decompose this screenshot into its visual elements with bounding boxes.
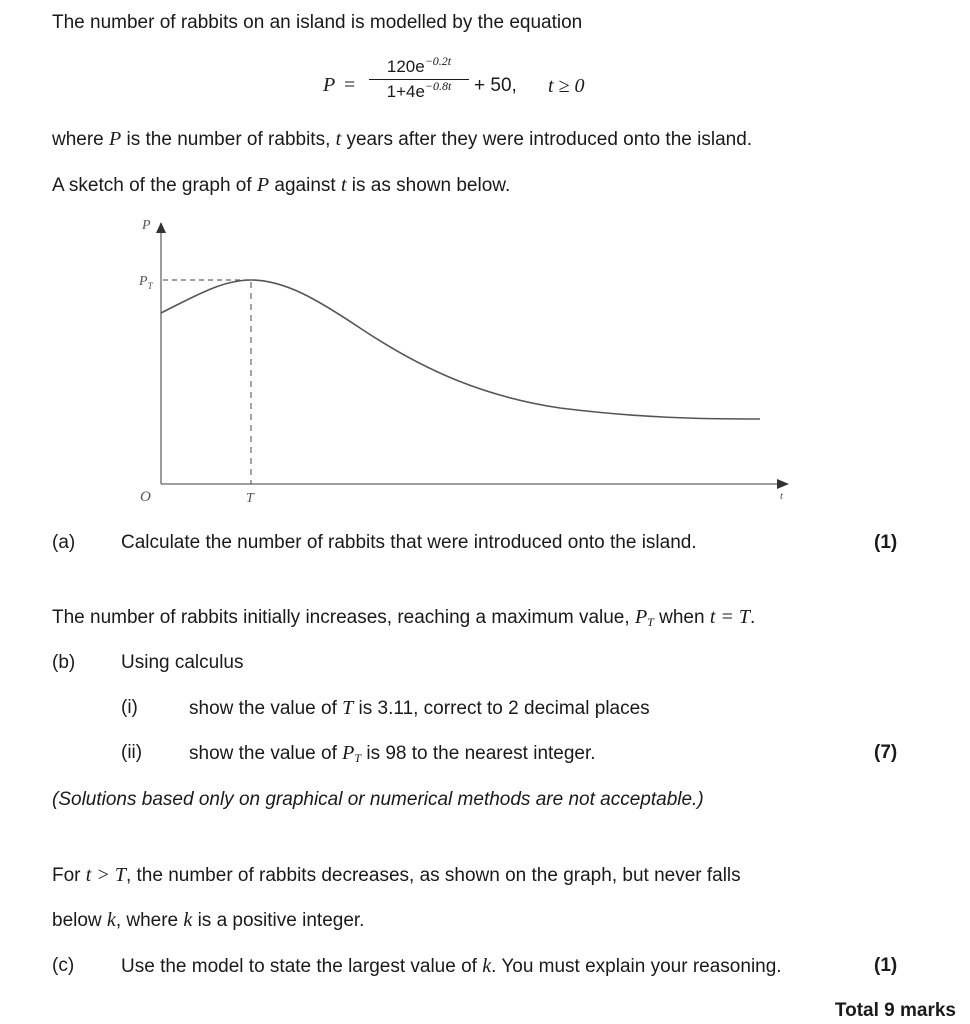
- part-a-marks: (1): [874, 532, 898, 553]
- method-note: (Solutions based only on graphical or numerical methods are not acceptable.): [52, 789, 704, 810]
- y-axis-label: P: [142, 218, 151, 233]
- equation-equals: =: [344, 74, 356, 96]
- x-axis-arrow: [777, 479, 789, 489]
- total-marks: Total 9 marks: [834, 1000, 956, 1021]
- part-b-text: Using calculus: [121, 652, 244, 673]
- decrease-sentence-line2: below k, where k is a positive integer.: [52, 909, 365, 931]
- equation-condition: t ≥ 0: [548, 75, 585, 97]
- y-axis-arrow: [156, 222, 166, 233]
- part-a-label: (a): [52, 532, 76, 553]
- denominator-exponent: −0.8t: [424, 79, 452, 93]
- where-sentence: where P is the number of rabbits, t years after they were introduced onto the island.: [52, 128, 753, 150]
- part-c-marks: (1): [874, 955, 898, 976]
- part-b-ii-label: (ii): [121, 742, 143, 763]
- equation-lhs: P: [323, 74, 336, 96]
- numerator-exponent: −0.2t: [424, 54, 452, 68]
- origin-label: O: [140, 489, 151, 505]
- t-max-label: T: [246, 491, 254, 506]
- part-b-i-label: (i): [121, 697, 138, 718]
- equation-tail: + 50,: [474, 75, 517, 96]
- max-value-label: $P_T$: [139, 274, 153, 291]
- part-c-question: Use the model to state the largest value of k. You must explain your reasoning.: [121, 955, 782, 977]
- numerator-coef: 120e: [386, 57, 425, 76]
- sketch-sentence: A sketch of the graph of P against t is as shown below.: [52, 174, 511, 196]
- part-c-label: (c): [52, 955, 75, 976]
- decrease-sentence-line1: For t > T, the number of rabbits decreases, as shown on the graph, but never falls: [52, 864, 741, 886]
- intro-text: The number of rabbits on an island is modelled by the equation: [52, 12, 583, 33]
- part-b-label: (b): [52, 652, 76, 673]
- denominator-base: 1+4e: [386, 82, 425, 101]
- increase-sentence: The number of rabbits initially increases, reaching a maximum value, $P_T$ when t = T.: [52, 606, 756, 629]
- part-a-question: Calculate the number of rabbits that were introduced onto the island.: [121, 532, 697, 553]
- part-b-ii-text: show the value of $P_T$ is 98 to the nearest integer.: [189, 742, 596, 765]
- part-b-i-text: show the value of T is 3.11, correct to 2 decimal places: [189, 697, 650, 719]
- part-b-marks: (7): [874, 742, 898, 763]
- x-axis-label: t: [780, 490, 784, 502]
